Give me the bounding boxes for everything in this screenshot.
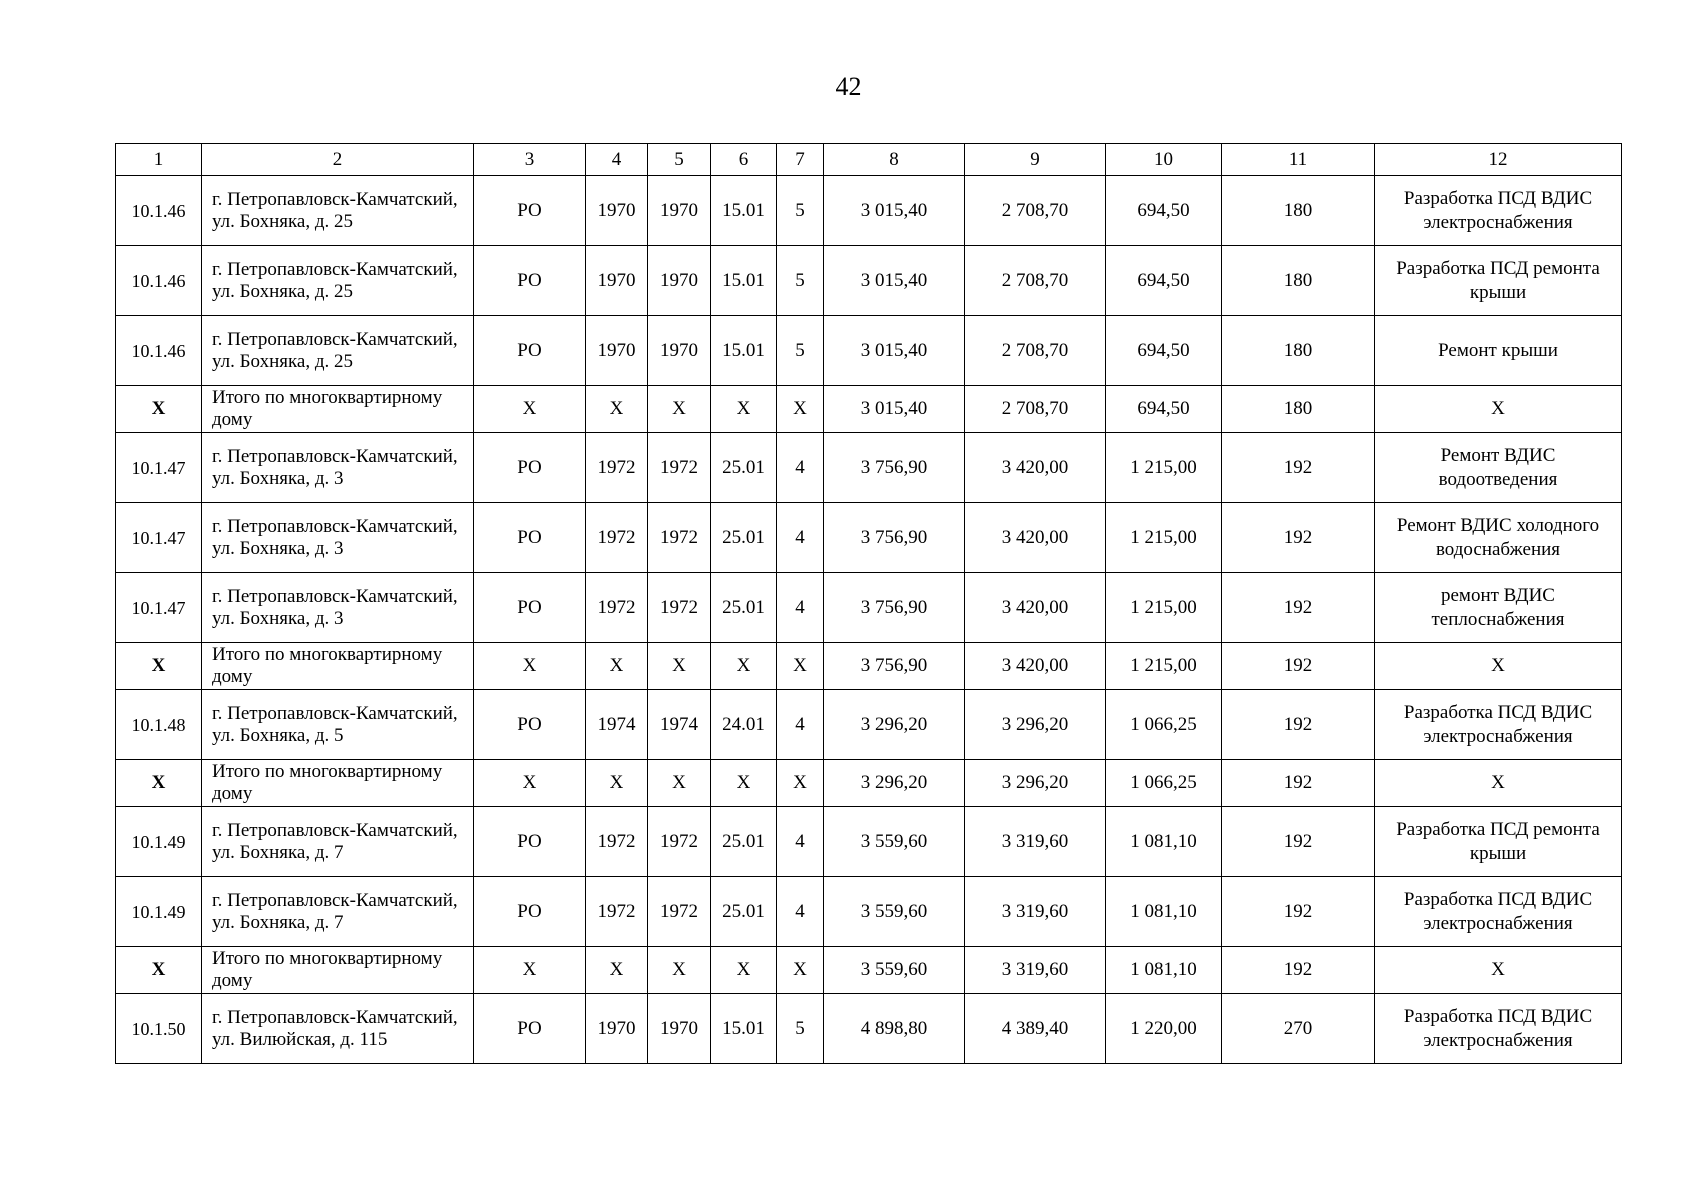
year-commissioned-cell: 1972 <box>648 433 711 503</box>
residents-cell: 192 <box>1222 760 1375 807</box>
residential-area-cell: 3 296,20 <box>965 690 1106 760</box>
management-type-cell: РО <box>474 316 586 386</box>
year-built-cell: Х <box>586 760 648 807</box>
wall-material-code-cell: 24.01 <box>711 690 777 760</box>
residents-cell: 192 <box>1222 807 1375 877</box>
wall-material-code-cell: 15.01 <box>711 176 777 246</box>
table-row <box>116 877 1622 947</box>
management-type-cell: Х <box>474 643 586 690</box>
year-built-cell: 1972 <box>586 573 648 643</box>
total-area-cell: 3 559,60 <box>824 877 965 947</box>
management-type-cell: Х <box>474 947 586 994</box>
row-id-cell: 10.1.48 <box>116 690 202 760</box>
management-type-cell: РО <box>474 994 586 1064</box>
column-number-header: 6 <box>711 144 777 176</box>
residential-area-cell: 2 708,70 <box>965 386 1106 433</box>
residents-cell: 192 <box>1222 643 1375 690</box>
residential-area-cell: 3 319,60 <box>965 947 1106 994</box>
floors-cell: 5 <box>777 316 824 386</box>
non-residential-area-cell: 1 066,25 <box>1106 760 1222 807</box>
floors-cell: 4 <box>777 503 824 573</box>
wall-material-code-cell: 15.01 <box>711 316 777 386</box>
work-type-cell: ремонт ВДИС теплоснабжения <box>1375 573 1622 643</box>
column-number-header: 8 <box>824 144 965 176</box>
wall-material-code-cell: 25.01 <box>711 573 777 643</box>
floors-cell: 4 <box>777 433 824 503</box>
wall-material-code-cell: Х <box>711 386 777 433</box>
row-id-cell: 10.1.49 <box>116 807 202 877</box>
work-type-cell: Х <box>1375 947 1622 994</box>
year-commissioned-cell: Х <box>648 643 711 690</box>
total-row <box>116 386 1622 433</box>
year-built-cell: 1974 <box>586 690 648 760</box>
management-type-cell: РО <box>474 690 586 760</box>
table-row <box>116 994 1622 1064</box>
year-built-cell: 1970 <box>586 176 648 246</box>
total-area-cell: 3 756,90 <box>824 433 965 503</box>
row-id-cell: 10.1.50 <box>116 994 202 1064</box>
table-row <box>116 176 1622 246</box>
wall-material-code-cell: Х <box>711 643 777 690</box>
management-type-cell: РО <box>474 807 586 877</box>
residential-area-cell: 3 420,00 <box>965 643 1106 690</box>
table-header-row <box>116 144 1622 176</box>
work-type-cell: Разработка ПСД ремонта крыши <box>1375 246 1622 316</box>
total-area-cell: 3 756,90 <box>824 643 965 690</box>
table-row <box>116 503 1622 573</box>
work-type-cell: Ремонт ВДИС водоотведения <box>1375 433 1622 503</box>
column-number-header: 9 <box>965 144 1106 176</box>
floors-cell: Х <box>777 760 824 807</box>
year-commissioned-cell: 1972 <box>648 807 711 877</box>
column-number-header: 5 <box>648 144 711 176</box>
year-commissioned-cell: 1970 <box>648 316 711 386</box>
year-built-cell: 1972 <box>586 877 648 947</box>
work-type-cell: Разработка ПСД ВДИС электроснабжения <box>1375 690 1622 760</box>
residential-area-cell: 3 420,00 <box>965 503 1106 573</box>
address-cell: г. Петропавловск-Камчатский, ул. Бохняка, д. 25 <box>202 176 474 246</box>
row-id-cell: 10.1.47 <box>116 433 202 503</box>
table-row <box>116 690 1622 760</box>
address-cell: г. Петропавловск-Камчатский, ул. Бохняка, д. 25 <box>202 316 474 386</box>
work-type-cell: Разработка ПСД ВДИС электроснабжения <box>1375 877 1622 947</box>
year-built-cell: 1972 <box>586 503 648 573</box>
row-id-cell: 10.1.46 <box>116 246 202 316</box>
residential-area-cell: 4 389,40 <box>965 994 1106 1064</box>
column-number-header: 10 <box>1106 144 1222 176</box>
floors-cell: 5 <box>777 176 824 246</box>
address-cell: г. Петропавловск-Камчатский, ул. Бохняка, д. 7 <box>202 807 474 877</box>
wall-material-code-cell: 25.01 <box>711 877 777 947</box>
wall-material-code-cell: Х <box>711 760 777 807</box>
management-type-cell: РО <box>474 573 586 643</box>
work-type-cell: Х <box>1375 643 1622 690</box>
column-number-header: 2 <box>202 144 474 176</box>
address-cell: г. Петропавловск-Камчатский, ул. Бохняка, д. 25 <box>202 246 474 316</box>
year-commissioned-cell: 1970 <box>648 994 711 1064</box>
non-residential-area-cell: 1 215,00 <box>1106 433 1222 503</box>
residential-area-cell: 3 319,60 <box>965 807 1106 877</box>
management-type-cell: РО <box>474 176 586 246</box>
floors-cell: 4 <box>777 807 824 877</box>
management-type-cell: Х <box>474 386 586 433</box>
residential-area-cell: 3 420,00 <box>965 573 1106 643</box>
non-residential-area-cell: 1 081,10 <box>1106 947 1222 994</box>
total-row <box>116 643 1622 690</box>
residents-cell: 180 <box>1222 316 1375 386</box>
wall-material-code-cell: 25.01 <box>711 503 777 573</box>
year-built-cell: Х <box>586 947 648 994</box>
residents-cell: 192 <box>1222 947 1375 994</box>
residents-cell: 192 <box>1222 433 1375 503</box>
residential-area-cell: 2 708,70 <box>965 176 1106 246</box>
row-id-cell: 10.1.49 <box>116 877 202 947</box>
total-area-cell: 3 559,60 <box>824 947 965 994</box>
floors-cell: Х <box>777 643 824 690</box>
residential-area-cell: 3 420,00 <box>965 433 1106 503</box>
residents-cell: 180 <box>1222 386 1375 433</box>
management-type-cell: РО <box>474 246 586 316</box>
year-commissioned-cell: 1972 <box>648 503 711 573</box>
year-commissioned-cell: 1970 <box>648 176 711 246</box>
table-body <box>116 144 1622 1064</box>
non-residential-area-cell: 1 215,00 <box>1106 643 1222 690</box>
year-built-cell: Х <box>586 643 648 690</box>
year-built-cell: 1970 <box>586 316 648 386</box>
address-cell: Итого по многоквартирному дому <box>202 760 474 807</box>
non-residential-area-cell: 694,50 <box>1106 386 1222 433</box>
residents-cell: 192 <box>1222 573 1375 643</box>
total-row <box>116 947 1622 994</box>
non-residential-area-cell: 1 215,00 <box>1106 573 1222 643</box>
table-row <box>116 433 1622 503</box>
address-cell: г. Петропавловск-Камчатский, ул. Бохняка, д. 7 <box>202 877 474 947</box>
address-cell: Итого по многоквартирному дому <box>202 643 474 690</box>
residents-cell: 192 <box>1222 690 1375 760</box>
address-cell: г. Петропавловск-Камчатский, ул. Бохняка, д. 5 <box>202 690 474 760</box>
wall-material-code-cell: 15.01 <box>711 246 777 316</box>
address-cell: Итого по многоквартирному дому <box>202 947 474 994</box>
row-id-cell: Х <box>116 760 202 807</box>
table-row <box>116 807 1622 877</box>
address-cell: г. Петропавловск-Камчатский, ул. Бохняка, д. 3 <box>202 503 474 573</box>
row-id-cell: Х <box>116 643 202 690</box>
row-id-cell: Х <box>116 947 202 994</box>
total-area-cell: 3 296,20 <box>824 760 965 807</box>
table-row <box>116 316 1622 386</box>
residential-area-cell: 3 319,60 <box>965 877 1106 947</box>
wall-material-code-cell: 25.01 <box>711 807 777 877</box>
year-commissioned-cell: 1974 <box>648 690 711 760</box>
residents-cell: 180 <box>1222 246 1375 316</box>
management-type-cell: РО <box>474 503 586 573</box>
total-area-cell: 3 015,40 <box>824 176 965 246</box>
total-area-cell: 3 296,20 <box>824 690 965 760</box>
address-cell: г. Петропавловск-Камчатский, ул. Вилюйская, д. 115 <box>202 994 474 1064</box>
column-number-header: 3 <box>474 144 586 176</box>
address-cell: г. Петропавловск-Камчатский, ул. Бохняка, д. 3 <box>202 573 474 643</box>
year-commissioned-cell: 1972 <box>648 573 711 643</box>
total-area-cell: 3 015,40 <box>824 316 965 386</box>
year-built-cell: 1970 <box>586 994 648 1064</box>
floors-cell: 4 <box>777 573 824 643</box>
column-number-header: 11 <box>1222 144 1375 176</box>
floors-cell: Х <box>777 386 824 433</box>
year-commissioned-cell: Х <box>648 947 711 994</box>
floors-cell: 4 <box>777 690 824 760</box>
residential-area-cell: 3 296,20 <box>965 760 1106 807</box>
non-residential-area-cell: 1 081,10 <box>1106 807 1222 877</box>
management-type-cell: Х <box>474 760 586 807</box>
work-type-cell: Ремонт крыши <box>1375 316 1622 386</box>
non-residential-area-cell: 694,50 <box>1106 246 1222 316</box>
year-commissioned-cell: 1972 <box>648 877 711 947</box>
work-type-cell: Х <box>1375 760 1622 807</box>
wall-material-code-cell: 25.01 <box>711 433 777 503</box>
total-area-cell: 4 898,80 <box>824 994 965 1064</box>
year-commissioned-cell: 1970 <box>648 246 711 316</box>
work-type-cell: Разработка ПСД ВДИС электроснабжения <box>1375 176 1622 246</box>
row-id-cell: 10.1.47 <box>116 503 202 573</box>
row-id-cell: 10.1.46 <box>116 316 202 386</box>
residential-area-cell: 2 708,70 <box>965 246 1106 316</box>
non-residential-area-cell: 694,50 <box>1106 176 1222 246</box>
floors-cell: 4 <box>777 877 824 947</box>
residential-area-cell: 2 708,70 <box>965 316 1106 386</box>
column-number-header: 12 <box>1375 144 1622 176</box>
table-row <box>116 246 1622 316</box>
non-residential-area-cell: 1 220,00 <box>1106 994 1222 1064</box>
row-id-cell: 10.1.47 <box>116 573 202 643</box>
total-area-cell: 3 015,40 <box>824 246 965 316</box>
address-cell: Итого по многоквартирному дому <box>202 386 474 433</box>
management-type-cell: РО <box>474 433 586 503</box>
non-residential-area-cell: 1 215,00 <box>1106 503 1222 573</box>
floors-cell: 5 <box>777 246 824 316</box>
data-table <box>115 143 1622 1064</box>
total-area-cell: 3 756,90 <box>824 503 965 573</box>
year-built-cell: Х <box>586 386 648 433</box>
year-built-cell: 1972 <box>586 807 648 877</box>
residents-cell: 192 <box>1222 877 1375 947</box>
residents-cell: 270 <box>1222 994 1375 1064</box>
non-residential-area-cell: 1 066,25 <box>1106 690 1222 760</box>
floors-cell: 5 <box>777 994 824 1064</box>
column-number-header: 1 <box>116 144 202 176</box>
page-number: 42 <box>835 72 862 101</box>
residents-cell: 192 <box>1222 503 1375 573</box>
row-id-cell: Х <box>116 386 202 433</box>
work-type-cell: Ремонт ВДИС холодного водоснабжения <box>1375 503 1622 573</box>
work-type-cell: Разработка ПСД ВДИС электроснабжения <box>1375 994 1622 1064</box>
floors-cell: Х <box>777 947 824 994</box>
total-area-cell: 3 015,40 <box>824 386 965 433</box>
total-row <box>116 760 1622 807</box>
table-row <box>116 573 1622 643</box>
total-area-cell: 3 756,90 <box>824 573 965 643</box>
year-commissioned-cell: Х <box>648 386 711 433</box>
year-built-cell: 1970 <box>586 246 648 316</box>
work-type-cell: Х <box>1375 386 1622 433</box>
work-type-cell: Разработка ПСД ремонта крыши <box>1375 807 1622 877</box>
row-id-cell: 10.1.46 <box>116 176 202 246</box>
column-number-header: 7 <box>777 144 824 176</box>
non-residential-area-cell: 1 081,10 <box>1106 877 1222 947</box>
address-cell: г. Петропавловск-Камчатский, ул. Бохняка, д. 3 <box>202 433 474 503</box>
wall-material-code-cell: Х <box>711 947 777 994</box>
non-residential-area-cell: 694,50 <box>1106 316 1222 386</box>
total-area-cell: 3 559,60 <box>824 807 965 877</box>
residents-cell: 180 <box>1222 176 1375 246</box>
management-type-cell: РО <box>474 877 586 947</box>
column-number-header: 4 <box>586 144 648 176</box>
year-built-cell: 1972 <box>586 433 648 503</box>
wall-material-code-cell: 15.01 <box>711 994 777 1064</box>
year-commissioned-cell: Х <box>648 760 711 807</box>
